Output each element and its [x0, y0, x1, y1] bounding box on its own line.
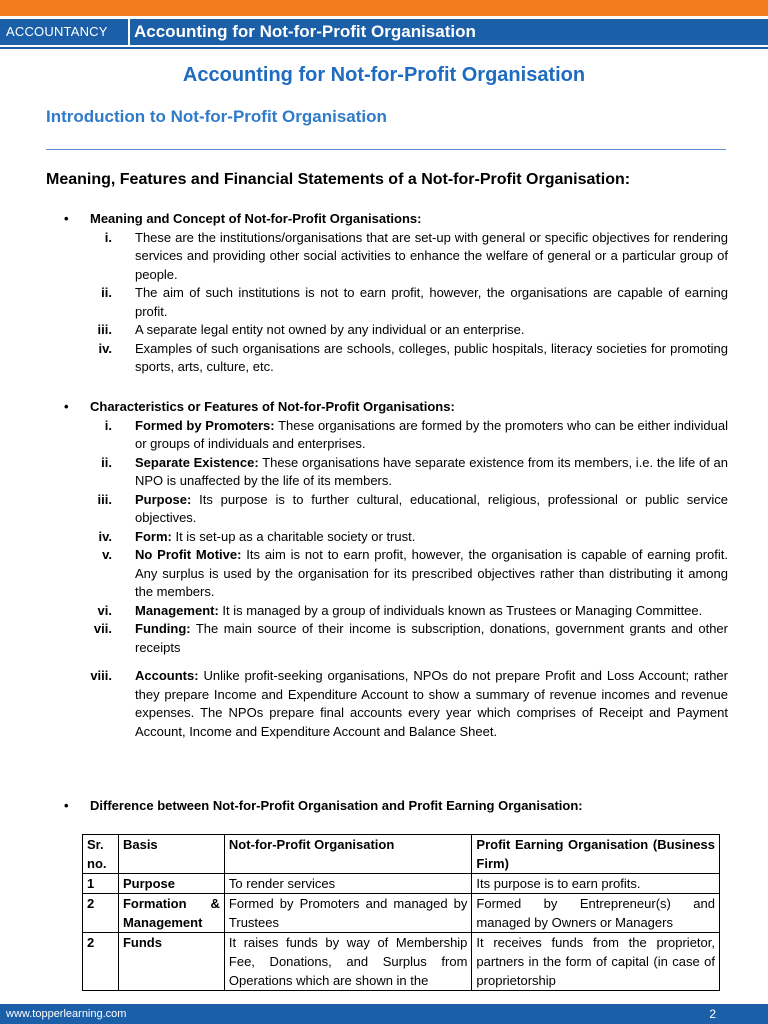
list-item: viii. Accounts: Unlike profit-seeking organisations, NPOs do not prepare Profit and Loss Account; rather they prepare Income and Expenditure Account to show a summary of revenue incomes and revenue expenses. The NPOs prepare final accounts every year which comprises of Receipt and Payment Account, Income and Expenditure Account and Balance Sheet. [90, 668, 728, 739]
table-row [83, 894, 720, 933]
features-heading: • Characteristics or Features of Not-for-Profit Organisations: [64, 398, 728, 417]
list-item: vii. Funding: The main source of their income is subscription, donations, government grants and other receipts [93, 621, 728, 655]
table-cell: Formed by Promoters and managed by Trustees [224, 894, 472, 933]
table-header-cell: Sr. no. [83, 835, 119, 874]
page-footer [0, 1004, 768, 1024]
table-cell: Purpose [118, 874, 224, 894]
list-item: iii. A separate legal entity not owned by any individual or an enterprise. [97, 322, 525, 337]
header-title: Accounting for Not-for-Profit Organisation [130, 19, 768, 45]
list-item: i. These are the institutions/organisations that are set-up with general or specific objectives for rendering services and providing other social activities to enhance the welfare of general or a particular group of people. [104, 229, 728, 282]
difference-heading: • Difference between Not-for-Profit Organisation and Profit Earning Organisation: [64, 797, 728, 816]
list-item: ii. The aim of such institutions is not to earn profit, however, the organisations are capable of earning profit. [101, 285, 728, 319]
meaning-heading: • Meaning and Concept of Not-for-Profit Organisations: [64, 210, 728, 229]
table-cell: Formation & Management [118, 894, 224, 933]
page-title: Accounting for Not-for-Profit Organisation [182, 64, 586, 86]
list-item: iii. Purpose: Its purpose is to further cultural, educational, religious, professional or public service objectives. [97, 491, 728, 525]
table-header-cell: Profit Earning Organisation (Business Firm) [472, 835, 720, 874]
page-number: 2 [709, 1007, 716, 1021]
table-cell: 2 [83, 894, 119, 933]
difference-section [64, 797, 728, 816]
table-row [83, 874, 720, 894]
header-divider [0, 47, 768, 49]
list-item: vi. Management: It is managed by a group of individuals known as Trustees or Managing Committee. [97, 602, 703, 618]
list-item: iv. Form: It is set-up as a charitable society or trust. [98, 528, 416, 544]
subject-tag: ACCOUNTANCY [0, 19, 128, 45]
table-cell: It receives funds from the proprietor, partners in the form of capital (in case of proprietorship [472, 933, 720, 991]
section-divider [46, 149, 726, 150]
table-cell: 2 [83, 933, 119, 991]
table-cell: It raises funds by way of Membership Fee, Donations, and Surplus from Operations which are shown in the [224, 933, 472, 991]
features-section [64, 398, 728, 741]
footer-url-link[interactable]: www.topperlearning.com [6, 1008, 127, 1020]
list-item: i. Formed by Promoters: These organisations are formed by the promoters who can be either individual or groups of individuals and enterprises. [104, 417, 728, 451]
section-title: Introduction to Not-for-Profit Organisation [46, 107, 387, 126]
bullet-icon: • [64, 211, 69, 226]
table-cell: 1 [83, 874, 119, 894]
list-item: ii. Separate Existence: These organisations have separate existence from its members, i.e. the life of an NPO is unaffected by the life of its members. [101, 454, 728, 488]
table-cell: Its purpose is to earn profits. [472, 874, 720, 894]
meaning-section [64, 210, 728, 377]
table-header-cell: Not-for-Profit Organisation [224, 835, 472, 874]
table-cell: Formed by Entrepreneur(s) and managed by Owners or Managers [472, 894, 720, 933]
table-header-row [83, 835, 720, 874]
table-cell: To render services [224, 874, 472, 894]
top-accent-bar [0, 0, 768, 16]
bullet-icon: • [64, 798, 69, 813]
table-header-cell: Basis [118, 835, 224, 874]
page-header [0, 19, 768, 45]
table-row [83, 933, 720, 991]
list-item: iv. Examples of such organisations are schools, colleges, public hospitals, literacy societies for promoting sports, arts, culture, etc. [98, 340, 728, 374]
main-heading: Meaning, Features and Financial Statements of a Not-for-Profit Organisation: [46, 171, 631, 188]
table-cell: Funds [118, 933, 224, 991]
comparison-table [82, 834, 720, 991]
list-item: v. No Profit Motive: Its aim is not to earn profit, however, the organisation is capable of earning profit. Any surplus is used by the organisation for its prescribed objectives rather than distributing it among the members. [102, 547, 728, 599]
bullet-icon: • [64, 399, 69, 414]
